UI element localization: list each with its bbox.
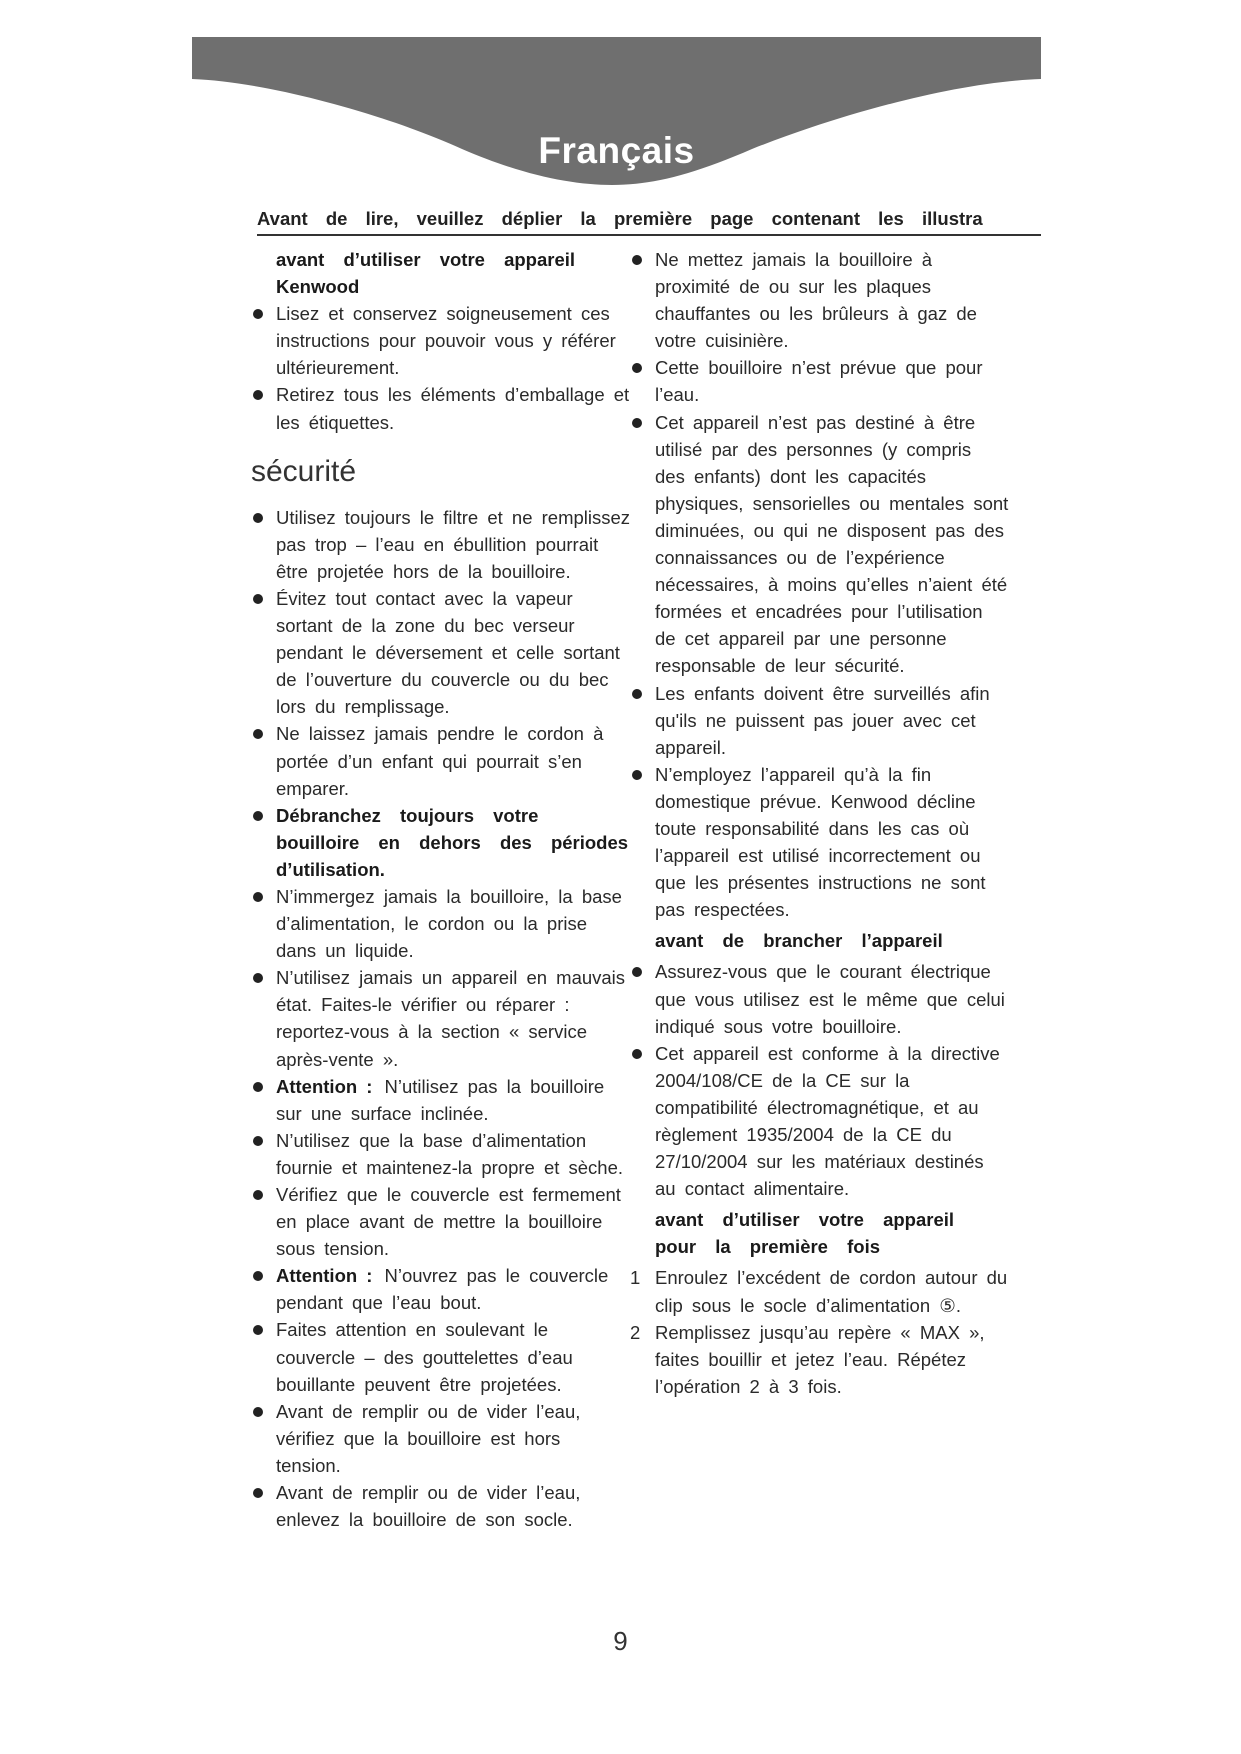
list-item: Cet appareil n’est pas destiné à être utilisé par des personnes (y compris des enfants) dont les capacités physiques, sensorielles ou mentales sont diminuées, ou qui ne disposent pas des connaissances ou de l’expérience nécessaires, à moins qu’elles n’aient été formées et encadrées pour l’utilisation de cet appareil par une personne responsable de leur sécurité. xyxy=(630,409,1010,680)
list-item: Débranchez toujours votre bouilloire en dehors des périodes d’utilisation. xyxy=(251,802,631,883)
list-item: N’utilisez que la base d’alimentation fournie et maintenez-la propre et sèche. xyxy=(251,1127,631,1181)
list-item: Lisez et conservez soigneusement ces instructions pour pouvoir vous y référer ultérieurement. xyxy=(251,300,631,381)
attention-label: Attention : xyxy=(276,1075,373,1097)
list-item: Faites attention en soulevant le couvercle – des gouttelettes d’eau bouillante peuvent être projetées. xyxy=(251,1316,631,1397)
list-item: Assurez-vous que le courant électrique que vous utilisez est le même que celui indiqué sous votre bouilloire. xyxy=(630,958,1010,1039)
list-item: Ne mettez jamais la bouilloire à proximité de ou sur les plaques chauffantes ou les brûleurs à gaz de votre cuisinière. xyxy=(630,246,1010,354)
bullet-icon xyxy=(253,1136,263,1146)
attention-label: Attention : xyxy=(276,1265,373,1287)
bullet-icon xyxy=(253,811,263,821)
plug-heading: avant de brancher l’appareil xyxy=(655,930,943,952)
language-title: Français xyxy=(538,130,695,171)
bullet-icon xyxy=(632,363,642,373)
right-column xyxy=(630,246,1010,1400)
left-column xyxy=(251,246,631,1533)
bullet-icon xyxy=(253,973,263,983)
unfold-note: Avant de lire, veuillez déplier la première page contenant les illustra xyxy=(257,206,1041,236)
list-item: N’employez l’appareil qu’à la fin domestique prévue. Kenwood décline toute responsabilité dans les cas où l’appareil est utilisé incorrectement ou que les présentes instructions ne sont pas respectées. xyxy=(630,761,1010,924)
list-item: Les enfants doivent être surveillés afin qu'ils ne puissent pas jouer avec cet appareil. xyxy=(630,680,1010,761)
bullet-icon xyxy=(253,309,263,319)
list-item: Cet appareil est conforme à la directive 2004/108/CE de la CE sur la compatibilité électromagnétique, et au règlement 1935/2004 de la CE du 27/10/2004 sur les matériaux destinés au contact alimentaire. xyxy=(630,1040,1010,1203)
list-item: Cette bouilloire n’est prévue que pour l’eau. xyxy=(630,354,1010,408)
bullet-icon xyxy=(253,1488,263,1498)
intro-heading: avant d’utiliser votre appareil Kenwood xyxy=(276,249,576,298)
list-item: Attention : N’ouvrez pas le couvercle pendant que l’eau bout. xyxy=(251,1262,631,1316)
step-item: 1 Enroulez l’excédent de cordon autour du clip sous le socle d’alimentation ⑤. xyxy=(630,1264,1010,1318)
list-item: Évitez tout contact avec la vapeur sortant de la zone du bec verseur pendant le déversement et celle sortant de l’ouverture du couvercle ou du bec lors du remplissage. xyxy=(251,585,631,720)
list-item: Utilisez toujours le filtre et ne remplissez pas trop – l’eau en ébullition pourrait être projetée hors de la bouilloire. xyxy=(251,504,631,585)
first-use-heading: avant d’utiliser votre appareil pour la première fois xyxy=(655,1209,955,1258)
bullet-icon xyxy=(253,729,263,739)
bullet-icon xyxy=(253,594,263,604)
bullet-icon xyxy=(253,892,263,902)
list-item: Attention : N’utilisez pas la bouilloire sur une surface inclinée. xyxy=(251,1073,631,1127)
bullet-icon xyxy=(632,689,642,699)
list-item: Vérifiez que le couvercle est fermement en place avant de mettre la bouilloire sous tension. xyxy=(251,1181,631,1262)
step-item: 2 Remplissez jusqu’au repère « MAX », faites bouillir et jetez l’eau. Répétez l’opération 2 à 3 fois. xyxy=(630,1319,1010,1400)
bullet-icon xyxy=(632,418,642,428)
bullet-icon xyxy=(253,1190,263,1200)
step-number: 2 xyxy=(630,1321,641,1343)
list-item: Ne laissez jamais pendre le cordon à portée d’un enfant qui pourrait s’en emparer. xyxy=(251,720,631,801)
list-item: N’immergez jamais la bouilloire, la base d’alimentation, le cordon ou la prise dans un liquide. xyxy=(251,883,631,964)
step-number: 1 xyxy=(630,1267,641,1289)
bullet-icon xyxy=(632,770,642,780)
bullet-icon xyxy=(632,967,642,977)
bullet-icon xyxy=(253,1407,263,1417)
bullet-icon xyxy=(253,1082,263,1092)
header-band xyxy=(192,37,1041,192)
bullet-icon xyxy=(632,1049,642,1059)
list-item: Avant de remplir ou de vider l’eau, vérifiez que la bouilloire est hors tension. xyxy=(251,1398,631,1479)
list-item: N’utilisez jamais un appareil en mauvais état. Faites-le vérifier ou réparer : reportez-vous à la section « service après-vente ». xyxy=(251,964,631,1072)
bullet-icon xyxy=(253,1271,263,1281)
list-item: Retirez tous les éléments d’emballage et les étiquettes. xyxy=(251,381,631,435)
bullet-icon xyxy=(253,513,263,523)
bullet-icon xyxy=(632,255,642,265)
list-item: Avant de remplir ou de vider l’eau, enlevez la bouilloire de son socle. xyxy=(251,1479,631,1533)
page-number: 9 xyxy=(613,1626,628,1656)
bullet-icon xyxy=(253,1325,263,1335)
bullet-icon xyxy=(253,390,263,400)
section-title-securite: sécurité xyxy=(251,454,357,488)
